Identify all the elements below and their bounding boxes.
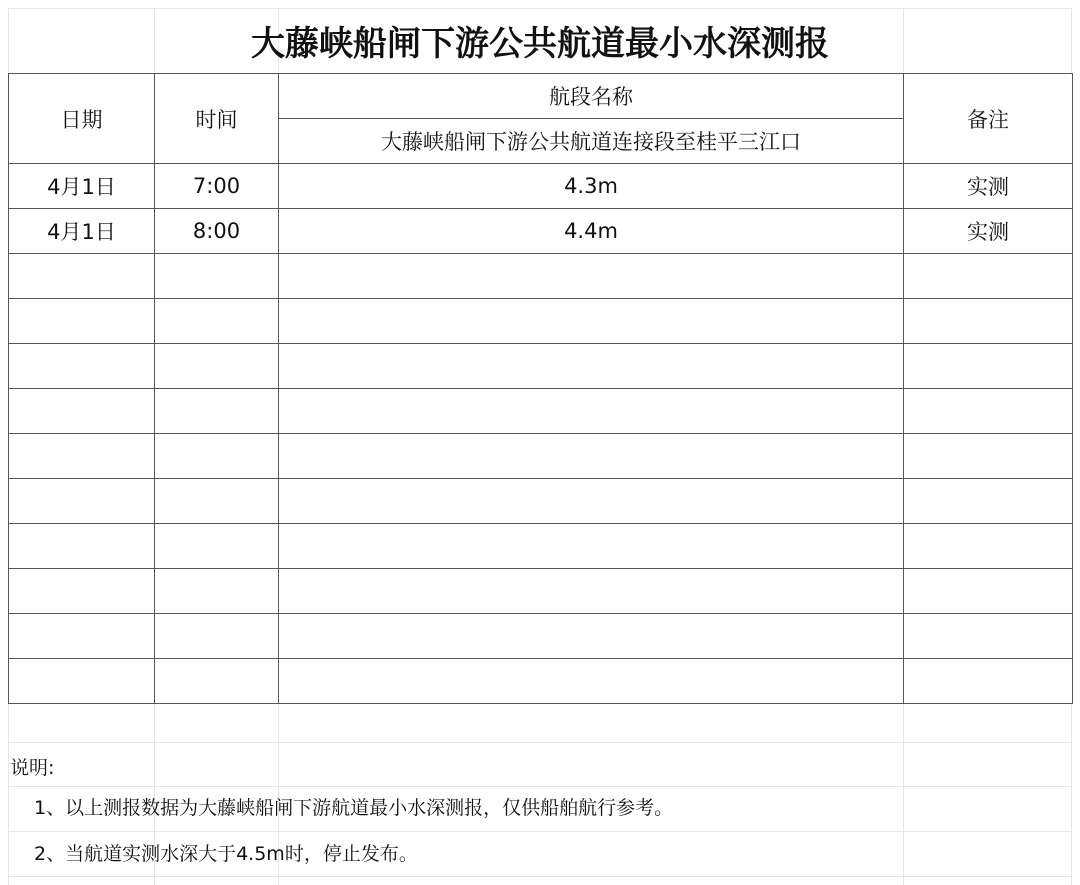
time-cell	[155, 614, 279, 659]
date-cell	[9, 389, 155, 434]
remark-cell: 实测	[904, 164, 1073, 209]
time-cell	[155, 659, 279, 704]
header-time: 时间	[155, 74, 279, 164]
depth-cell	[279, 659, 904, 704]
remark-cell	[904, 569, 1073, 614]
time-cell	[155, 479, 279, 524]
depth-cell	[279, 434, 904, 479]
depth-cell: 4.3m	[279, 164, 904, 209]
date-cell	[9, 659, 155, 704]
table-row	[9, 254, 1073, 299]
time-cell	[155, 389, 279, 434]
remark-cell	[904, 344, 1073, 389]
depth-cell	[279, 389, 904, 434]
time-cell	[155, 254, 279, 299]
remark-cell: 实测	[904, 209, 1073, 254]
remark-cell	[904, 479, 1073, 524]
table-row	[9, 569, 1073, 614]
depth-cell	[279, 569, 904, 614]
date-cell: 4月1日	[9, 164, 155, 209]
header-section-group: 航段名称	[279, 74, 904, 119]
time-cell: 7:00	[155, 164, 279, 209]
depth-report-table	[8, 73, 1073, 704]
remark-cell	[904, 659, 1073, 704]
grid-line	[8, 876, 1072, 877]
depth-cell	[279, 614, 904, 659]
time-cell	[155, 344, 279, 389]
time-cell	[155, 434, 279, 479]
remark-cell	[904, 524, 1073, 569]
date-cell	[9, 434, 155, 479]
report-title: 大藤峡船闸下游公共航道最小水深测报	[251, 24, 829, 64]
table-row	[9, 389, 1073, 434]
table-row	[9, 434, 1073, 479]
depth-cell	[279, 524, 904, 569]
time-cell	[155, 569, 279, 614]
header-row	[9, 74, 1073, 119]
remark-cell	[904, 254, 1073, 299]
table-row	[9, 164, 1073, 209]
note-item: 2、当航道实测水深大于4.5m时，停止发布。	[34, 842, 418, 865]
time-cell: 8:00	[155, 209, 279, 254]
date-cell	[9, 614, 155, 659]
time-cell	[155, 299, 279, 344]
depth-cell	[279, 254, 904, 299]
notes-label: 说明:	[10, 756, 55, 779]
table-row	[9, 479, 1073, 524]
date-cell	[9, 299, 155, 344]
header-section-name: 大藤峡船闸下游公共航道连接段至桂平三江口	[279, 119, 904, 164]
header-remark: 备注	[904, 74, 1073, 164]
date-cell	[9, 254, 155, 299]
depth-cell	[279, 299, 904, 344]
date-cell	[9, 479, 155, 524]
depth-cell	[279, 479, 904, 524]
table-row	[9, 614, 1073, 659]
grid-line	[8, 742, 1072, 743]
remark-cell	[904, 389, 1073, 434]
table-row	[9, 209, 1073, 254]
table-row	[9, 659, 1073, 704]
table-row	[9, 524, 1073, 569]
depth-cell: 4.4m	[279, 209, 904, 254]
note-item: 1、以上测报数据为大藤峡船闸下游航道最小水深测报，仅供船舶航行参考。	[34, 796, 674, 819]
remark-cell	[904, 614, 1073, 659]
date-cell	[9, 569, 155, 614]
header-date: 日期	[9, 74, 155, 164]
time-cell	[155, 524, 279, 569]
table-row	[9, 344, 1073, 389]
depth-cell	[279, 344, 904, 389]
remark-cell	[904, 434, 1073, 479]
table-row	[9, 299, 1073, 344]
date-cell: 4月1日	[9, 209, 155, 254]
date-cell	[9, 524, 155, 569]
date-cell	[9, 344, 155, 389]
table-body	[9, 74, 1073, 704]
remark-cell	[904, 299, 1073, 344]
